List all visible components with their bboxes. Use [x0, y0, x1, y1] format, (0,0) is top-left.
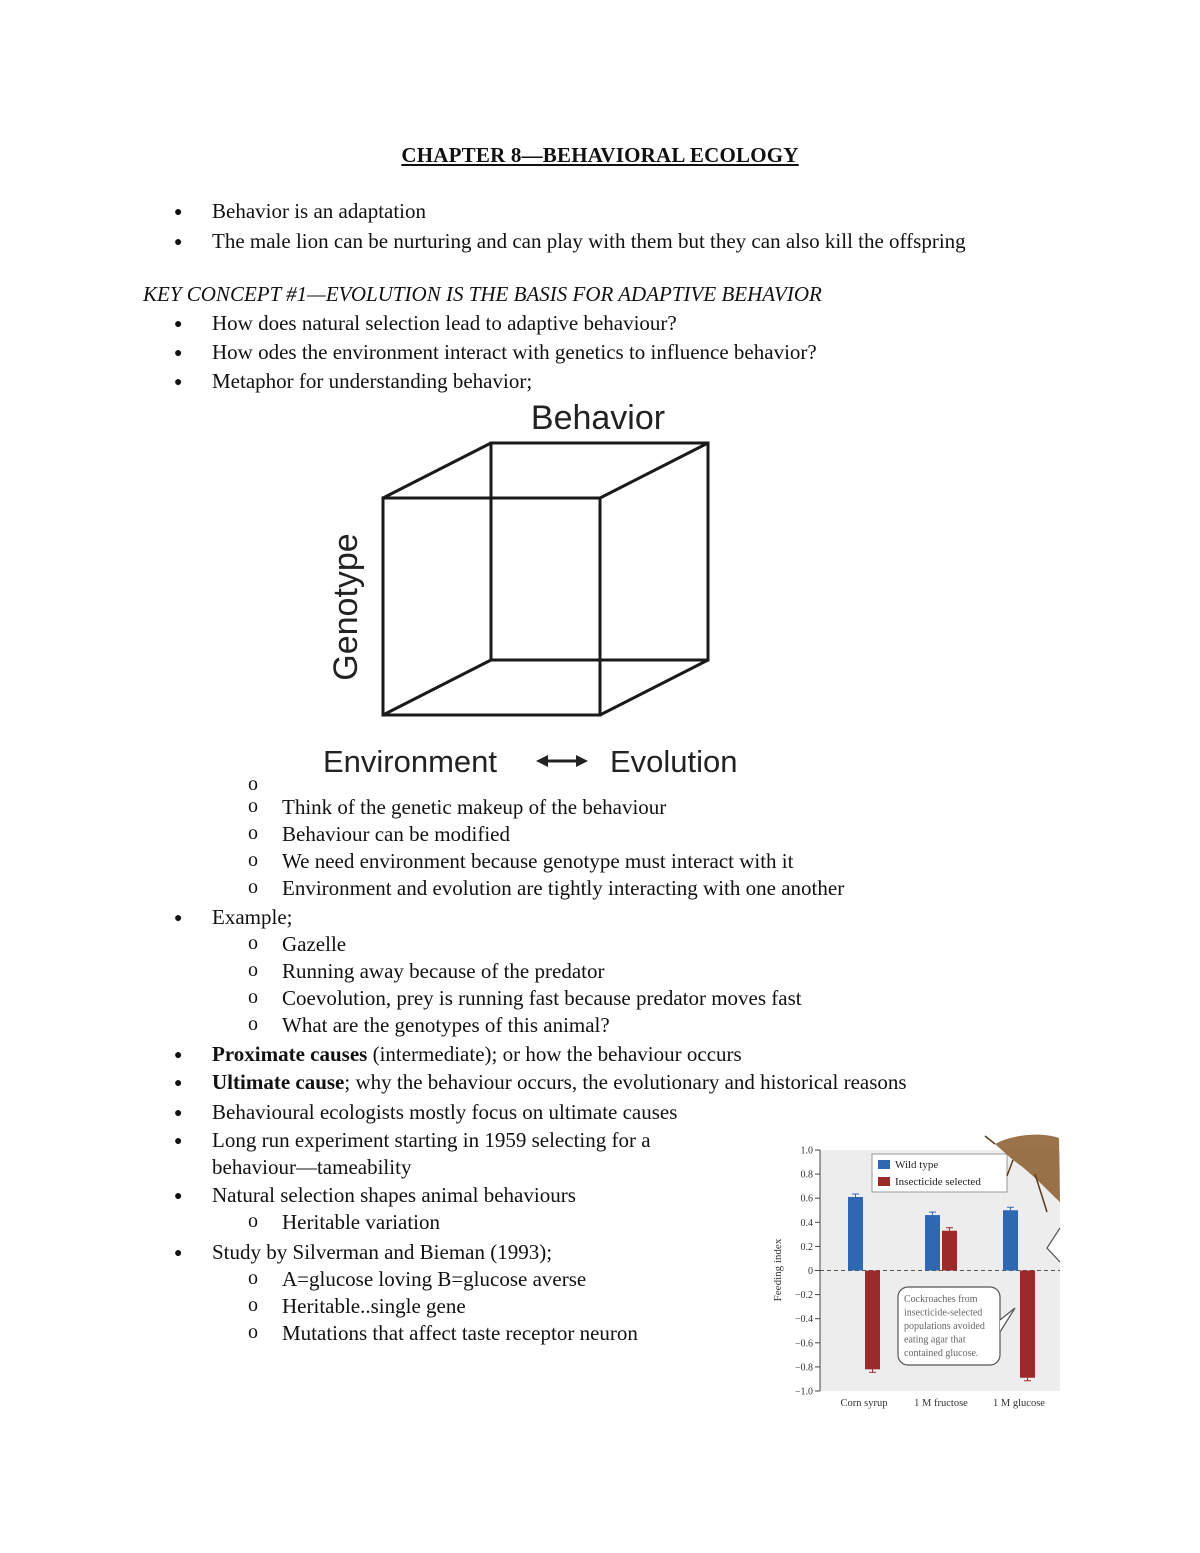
y-tick-label: −0.8	[794, 1362, 813, 1374]
ultimate-desc: ; why the behaviour occurs, the evolutionary and historical reasons	[344, 1070, 907, 1094]
sub-bullet-text: What are the genotypes of this animal?	[282, 1013, 610, 1037]
bar-wild-type	[848, 1197, 863, 1271]
sub-bullet-text: Behaviour can be modified	[282, 822, 511, 846]
sub-bullet-icon: o	[248, 876, 258, 898]
sub-bullet-icon: o	[248, 959, 258, 981]
bullet-icon: ●	[174, 235, 183, 250]
sub-bullet-icon: o	[248, 1321, 258, 1343]
bullet-icon: ●	[174, 1134, 183, 1149]
feeding-index-chart	[763, 1132, 1063, 1417]
y-axis-label: Feeding index	[772, 1238, 784, 1302]
annotation-callout	[898, 1287, 1015, 1365]
proximate-causes-line	[212, 1041, 742, 1068]
y-tick-label: −0.6	[794, 1338, 813, 1350]
proximate-term: Proximate causes	[212, 1042, 368, 1066]
sub-bullet-text: A=glucose loving B=glucose averse	[282, 1267, 587, 1291]
sub-bullet-icon: o	[248, 1013, 258, 1035]
y-tick-label: 0.2	[800, 1241, 813, 1253]
bullet-text-continued: behaviour—tameability	[212, 1155, 412, 1179]
sub-bullet-icon: o	[248, 932, 258, 954]
y-tick-label: 0.6	[800, 1193, 813, 1205]
bullet-icon: ●	[174, 1106, 183, 1121]
sub-bullet-text: Mutations that affect taste receptor neuron	[282, 1321, 638, 1345]
bullet-icon: ●	[174, 1048, 183, 1063]
bullet-text: Long run experiment starting in 1959 selecting for a	[212, 1128, 651, 1152]
legend-label-wild-type: Wild type	[895, 1159, 939, 1171]
cube-bottom-right-label: Evolution	[610, 744, 738, 779]
bar-wild-type	[1003, 1210, 1018, 1270]
bar-insecticide-selected	[942, 1231, 957, 1271]
bullet-text: Behavioural ecologists mostly focus on ultimate causes	[212, 1100, 678, 1124]
annotation-line: contained glucose.	[904, 1348, 979, 1359]
bullet-text: Example;	[212, 905, 293, 929]
legend	[872, 1154, 1007, 1192]
y-tick-label: 0.8	[800, 1169, 813, 1181]
sub-bullet-icon: o	[248, 1210, 258, 1232]
annotation-line: eating agar that	[904, 1334, 966, 1346]
sub-bullet-text: Think of the genetic makeup of the behaviour	[282, 795, 667, 819]
bullet-icon: ●	[174, 346, 183, 361]
bullet-icon: ●	[174, 205, 183, 220]
y-tick-label: 0.4	[800, 1217, 813, 1229]
y-tick-label: −0.2	[794, 1290, 813, 1302]
bullet-icon: ●	[174, 1246, 183, 1261]
y-tick-label: 1.0	[800, 1145, 813, 1157]
ultimate-cause-line	[212, 1069, 907, 1096]
proximate-desc: (intermediate); or how the behaviour occurs	[367, 1042, 742, 1066]
x-category-label: 1 M glucose	[993, 1398, 1045, 1409]
bullet-icon: ●	[174, 317, 183, 332]
bullet-icon: ●	[174, 1076, 183, 1091]
bar-wild-type	[925, 1215, 940, 1270]
bullet-text: Study by Silverman and Bieman (1993);	[212, 1240, 553, 1264]
cube-top-label: Behavior	[530, 399, 666, 437]
legend-label-insecticide-selected: Insecticide selected	[895, 1176, 981, 1188]
sub-bullet-text: Coevolution, prey is running fast because predator moves fast	[282, 986, 802, 1010]
bullet-text: Metaphor for understanding behavior;	[212, 369, 533, 393]
annotation-line: populations avoided	[904, 1321, 985, 1332]
sub-bullet-text: Gazelle	[282, 932, 347, 956]
bullet-icon: ●	[174, 911, 183, 926]
sub-bullet-icon: o	[248, 795, 258, 817]
bullet-text: How odes the environment interact with genetics to influence behavior?	[212, 340, 817, 364]
bullet-text: Behavior is an adaptation	[212, 199, 427, 223]
annotation-line: Cockroaches from	[904, 1294, 978, 1305]
bullet-icon: ●	[174, 375, 183, 390]
behavior-cube-figure	[310, 395, 770, 790]
bullet-text: How does natural selection lead to adaptive behaviour?	[212, 311, 677, 335]
double-arrow-icon	[536, 755, 588, 767]
sub-bullet-icon: o	[248, 986, 258, 1008]
x-category-label: Corn syrup	[840, 1398, 888, 1409]
cube-bottom-left-label: Environment	[323, 744, 498, 779]
bullet-icon: ●	[174, 1189, 183, 1204]
cube-left-label: Genotype	[327, 533, 365, 681]
sub-bullet-text: Heritable variation	[282, 1210, 441, 1234]
sub-bullet-icon: o	[248, 1294, 258, 1316]
sub-bullet-icon: o	[248, 849, 258, 871]
bar-insecticide-selected	[1020, 1271, 1035, 1378]
sub-bullet-text: Environment and evolution are tightly interacting with one another	[282, 876, 845, 900]
x-category-label: 1 M fructose	[914, 1398, 968, 1409]
sub-bullet-icon: o	[248, 1267, 258, 1289]
sub-bullet-icon: o	[248, 773, 258, 795]
key-concept-heading: KEY CONCEPT #1—EVOLUTION IS THE BASIS FOR ADAPTIVE BEHAVIOR	[143, 282, 822, 306]
y-tick-label: 0	[808, 1266, 813, 1277]
chapter-title: CHAPTER 8—BEHAVIORAL ECOLOGY	[401, 143, 799, 167]
legend-swatch-wild-type	[878, 1160, 890, 1169]
y-tick-label: −0.4	[794, 1314, 813, 1326]
legend-swatch-insecticide-selected	[878, 1177, 890, 1186]
cube-edges	[383, 443, 708, 715]
ultimate-term: Ultimate cause	[212, 1070, 345, 1094]
sub-bullet-text: Running away because of the predator	[282, 959, 605, 983]
bullet-text: The male lion can be nurturing and can play with them but they can also kill the offspring	[212, 229, 966, 253]
bar-insecticide-selected	[865, 1271, 880, 1370]
annotation-line: insecticide-selected	[904, 1307, 983, 1319]
sub-bullet-text: Heritable..single gene	[282, 1294, 466, 1318]
y-tick-label: −1.0	[794, 1386, 813, 1398]
sub-bullet-text: We need environment because genotype must interact with it	[282, 849, 794, 873]
sub-bullet-icon: o	[248, 822, 258, 844]
bullet-text: Natural selection shapes animal behaviours	[212, 1183, 576, 1207]
